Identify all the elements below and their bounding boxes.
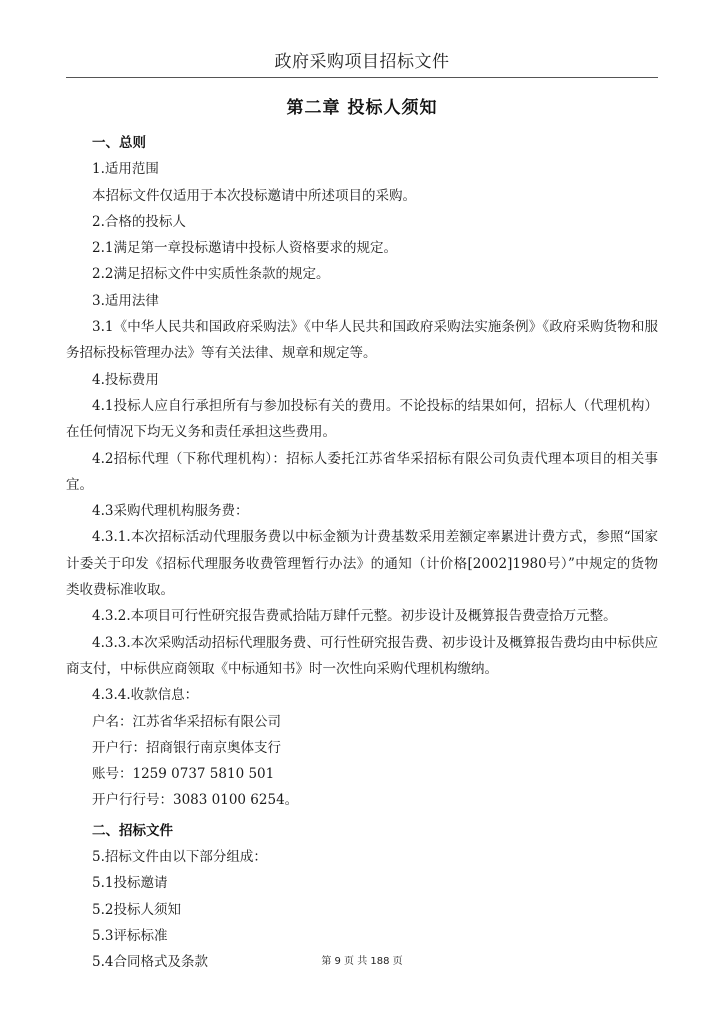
section-heading-tender-documents: 二、招标文件 (92, 822, 173, 839)
bank-name: 开户行：招商银行南京奥体支行 (92, 739, 281, 756)
document-body (66, 130, 658, 976)
clause-2-1: 2.1满足第一章投标邀请中投标人资格要求的规定。 (92, 240, 397, 257)
document-title: 政府采购项目招标文件 (274, 52, 450, 72)
clause-4-3-2: 4.3.2.本项目可行性研究报告费贰拾陆万肆仟元整。初步设计及概算报告费壹拾万元整。 (92, 608, 617, 625)
clause-3-heading: 3.适用法律 (92, 292, 159, 309)
clause-4-heading: 4.投标费用 (92, 371, 159, 388)
clause-4-1: 4.1投标人应自行承担所有与参加投标有关的费用。不论投标的结果如何，招标人（代理机构）在任何情况下均无义务和责任承担这些费用。 (66, 397, 658, 441)
page-number: 第 9 页 共 188 页 (321, 956, 403, 967)
clause-1-text: 本招标文件仅适用于本次投标邀请中所述项目的采购。 (92, 187, 416, 204)
clause-5-4: 5.4合同格式及条款 (92, 954, 208, 971)
page-header (66, 50, 658, 78)
section-heading-general: 一、总则 (92, 135, 146, 151)
clause-1-heading: 1.适用范围 (92, 161, 159, 178)
clause-2-2: 2.2满足招标文件中实质性条款的规定。 (92, 266, 330, 283)
clause-5-3: 5.3评标标准 (92, 927, 168, 944)
clause-4-3: 4.3采购代理机构服务费： (92, 503, 249, 520)
bank-code: 开户行行号：3083 0100 6254。 (92, 792, 299, 809)
clause-3-1: 3.1《中华人民共和国政府采购法》《中华人民共和国政府采购法实施条例》《政府采购货物和服务招标投标管理办法》等有关法律、规章和规定等。 (66, 319, 658, 362)
account-name: 户名：江苏省华采招标有限公司 (92, 713, 281, 730)
chapter-title: 第二章 投标人须知 (286, 98, 438, 118)
clause-5-2: 5.2投标人须知 (92, 901, 181, 918)
clause-4-3-1: 4.3.1.本次招标活动代理服务费以中标金额为计费基数采用差额定率累进计费方式，参照“国家计委关于印发《招标代理服务收费管理暂行办法》的通知（计价格[2002]1980号）”中规定的货物类收费标准收取。 (66, 529, 658, 599)
clause-4-3-3: 4.3.3.本次采购活动招标代理服务费、可行性研究报告费、初步设计及概算报告费均由中标供应商支付，中标供应商领取《中标通知书》时一次性向采购代理机构缴纳。 (66, 634, 658, 677)
account-number: 账号：1259 0737 5810 501 (92, 766, 275, 783)
clause-5-heading: 5.招标文件由以下部分组成： (92, 849, 267, 866)
clause-4-3-4: 4.3.4.收款信息： (92, 687, 199, 704)
clause-4-2: 4.2招标代理（下称代理机构）：招标人委托江苏省华采招标有限公司负责代理本项目的相关事宜。 (66, 450, 658, 493)
clause-5-1: 5.1投标邀请 (92, 875, 168, 892)
clause-2-heading: 2.合格的投标人 (92, 213, 186, 230)
